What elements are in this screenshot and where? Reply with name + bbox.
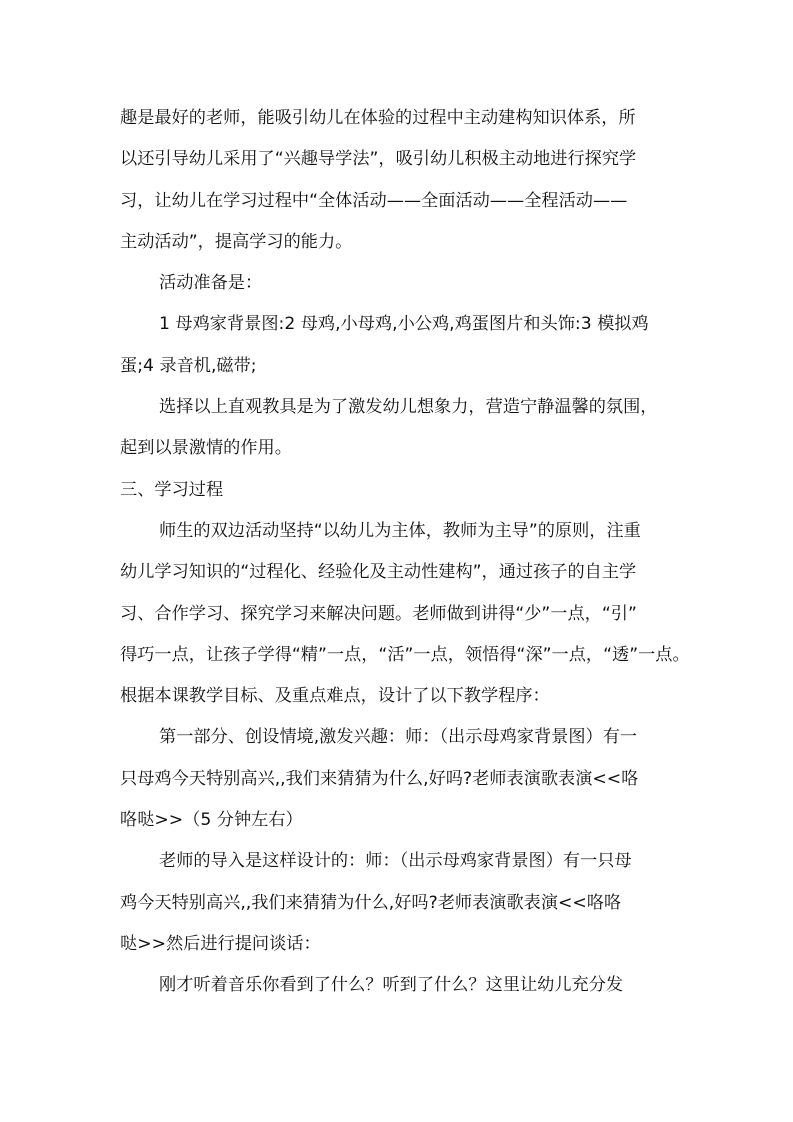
text-line: 幼儿学习知识的“过程化、经验化及主动性建构”，通过孩子的自主学	[120, 562, 637, 583]
text-line: 根据本课教学目标、及重点难点，设计了以下教学程序：	[120, 686, 550, 707]
paragraph-start: 选择以上直观教具是为了激发幼儿想象力，营造宁静温馨的氛围，	[159, 397, 658, 418]
document-body	[120, 98, 690, 1007]
paragraph-start: 1 母鸡家背景图:2 母鸡,小母鸡,小公鸡,鸡蛋图片和头饰:3 模拟鸡	[159, 314, 649, 335]
paragraph-start: 刚才听着音乐你看到了什么？听到了什么？这里让幼儿充分发	[159, 975, 624, 996]
text-line: 得巧一点，让孩子学得“精”一点，“活”一点，领悟得“深”一点，“透”一点。	[120, 644, 690, 665]
text-line: 咯哒>>（5 分钟左右）	[120, 810, 303, 831]
paragraph-start: 老师的导入是这样设计的：师：（出示母鸡家背景图）有一只母	[159, 851, 632, 872]
text-line: 只母鸡今天特别高兴,,我们来猜猜为什么,好吗?老师表演歌表演<<咯	[120, 768, 639, 789]
paragraph-start: 第一部分、创设情境,激发兴趣：师：（出示母鸡家背景图）有一	[159, 727, 638, 748]
paragraph-start: 师生的双边活动坚持“以幼儿为主体，教师为主导”的原则，注重	[159, 520, 641, 541]
text-line: 以还引导幼儿采用了“兴趣导学法”，吸引幼儿积极主动地进行探究学	[120, 149, 637, 170]
text-line: 起到以景激情的作用。	[120, 438, 292, 459]
text-line: 蛋;4 录音机,磁带;	[120, 355, 257, 376]
text-line: 鸡今天特别高兴,,我们来猜猜为什么,好吗?老师表演歌表演<<咯咯	[120, 892, 622, 913]
text-line: 主动活动”，提高学习的能力。	[120, 231, 353, 252]
paragraph-start: 活动准备是：	[159, 273, 263, 294]
text-line: 习、合作学习、探究学习来解决问题。老师做到讲得“少”一点，“引”	[120, 603, 637, 624]
text-line: 哒>>然后进行提问谈话：	[120, 933, 321, 954]
text-line: 趣是最好的老师，能吸引幼儿在体验的过程中主动建构知识体系，所	[120, 108, 636, 128]
text-line: 习，让幼儿在学习过程中“全体活动——全面活动——全程活动——	[120, 190, 628, 211]
section-heading: 三、学习过程	[120, 479, 224, 500]
